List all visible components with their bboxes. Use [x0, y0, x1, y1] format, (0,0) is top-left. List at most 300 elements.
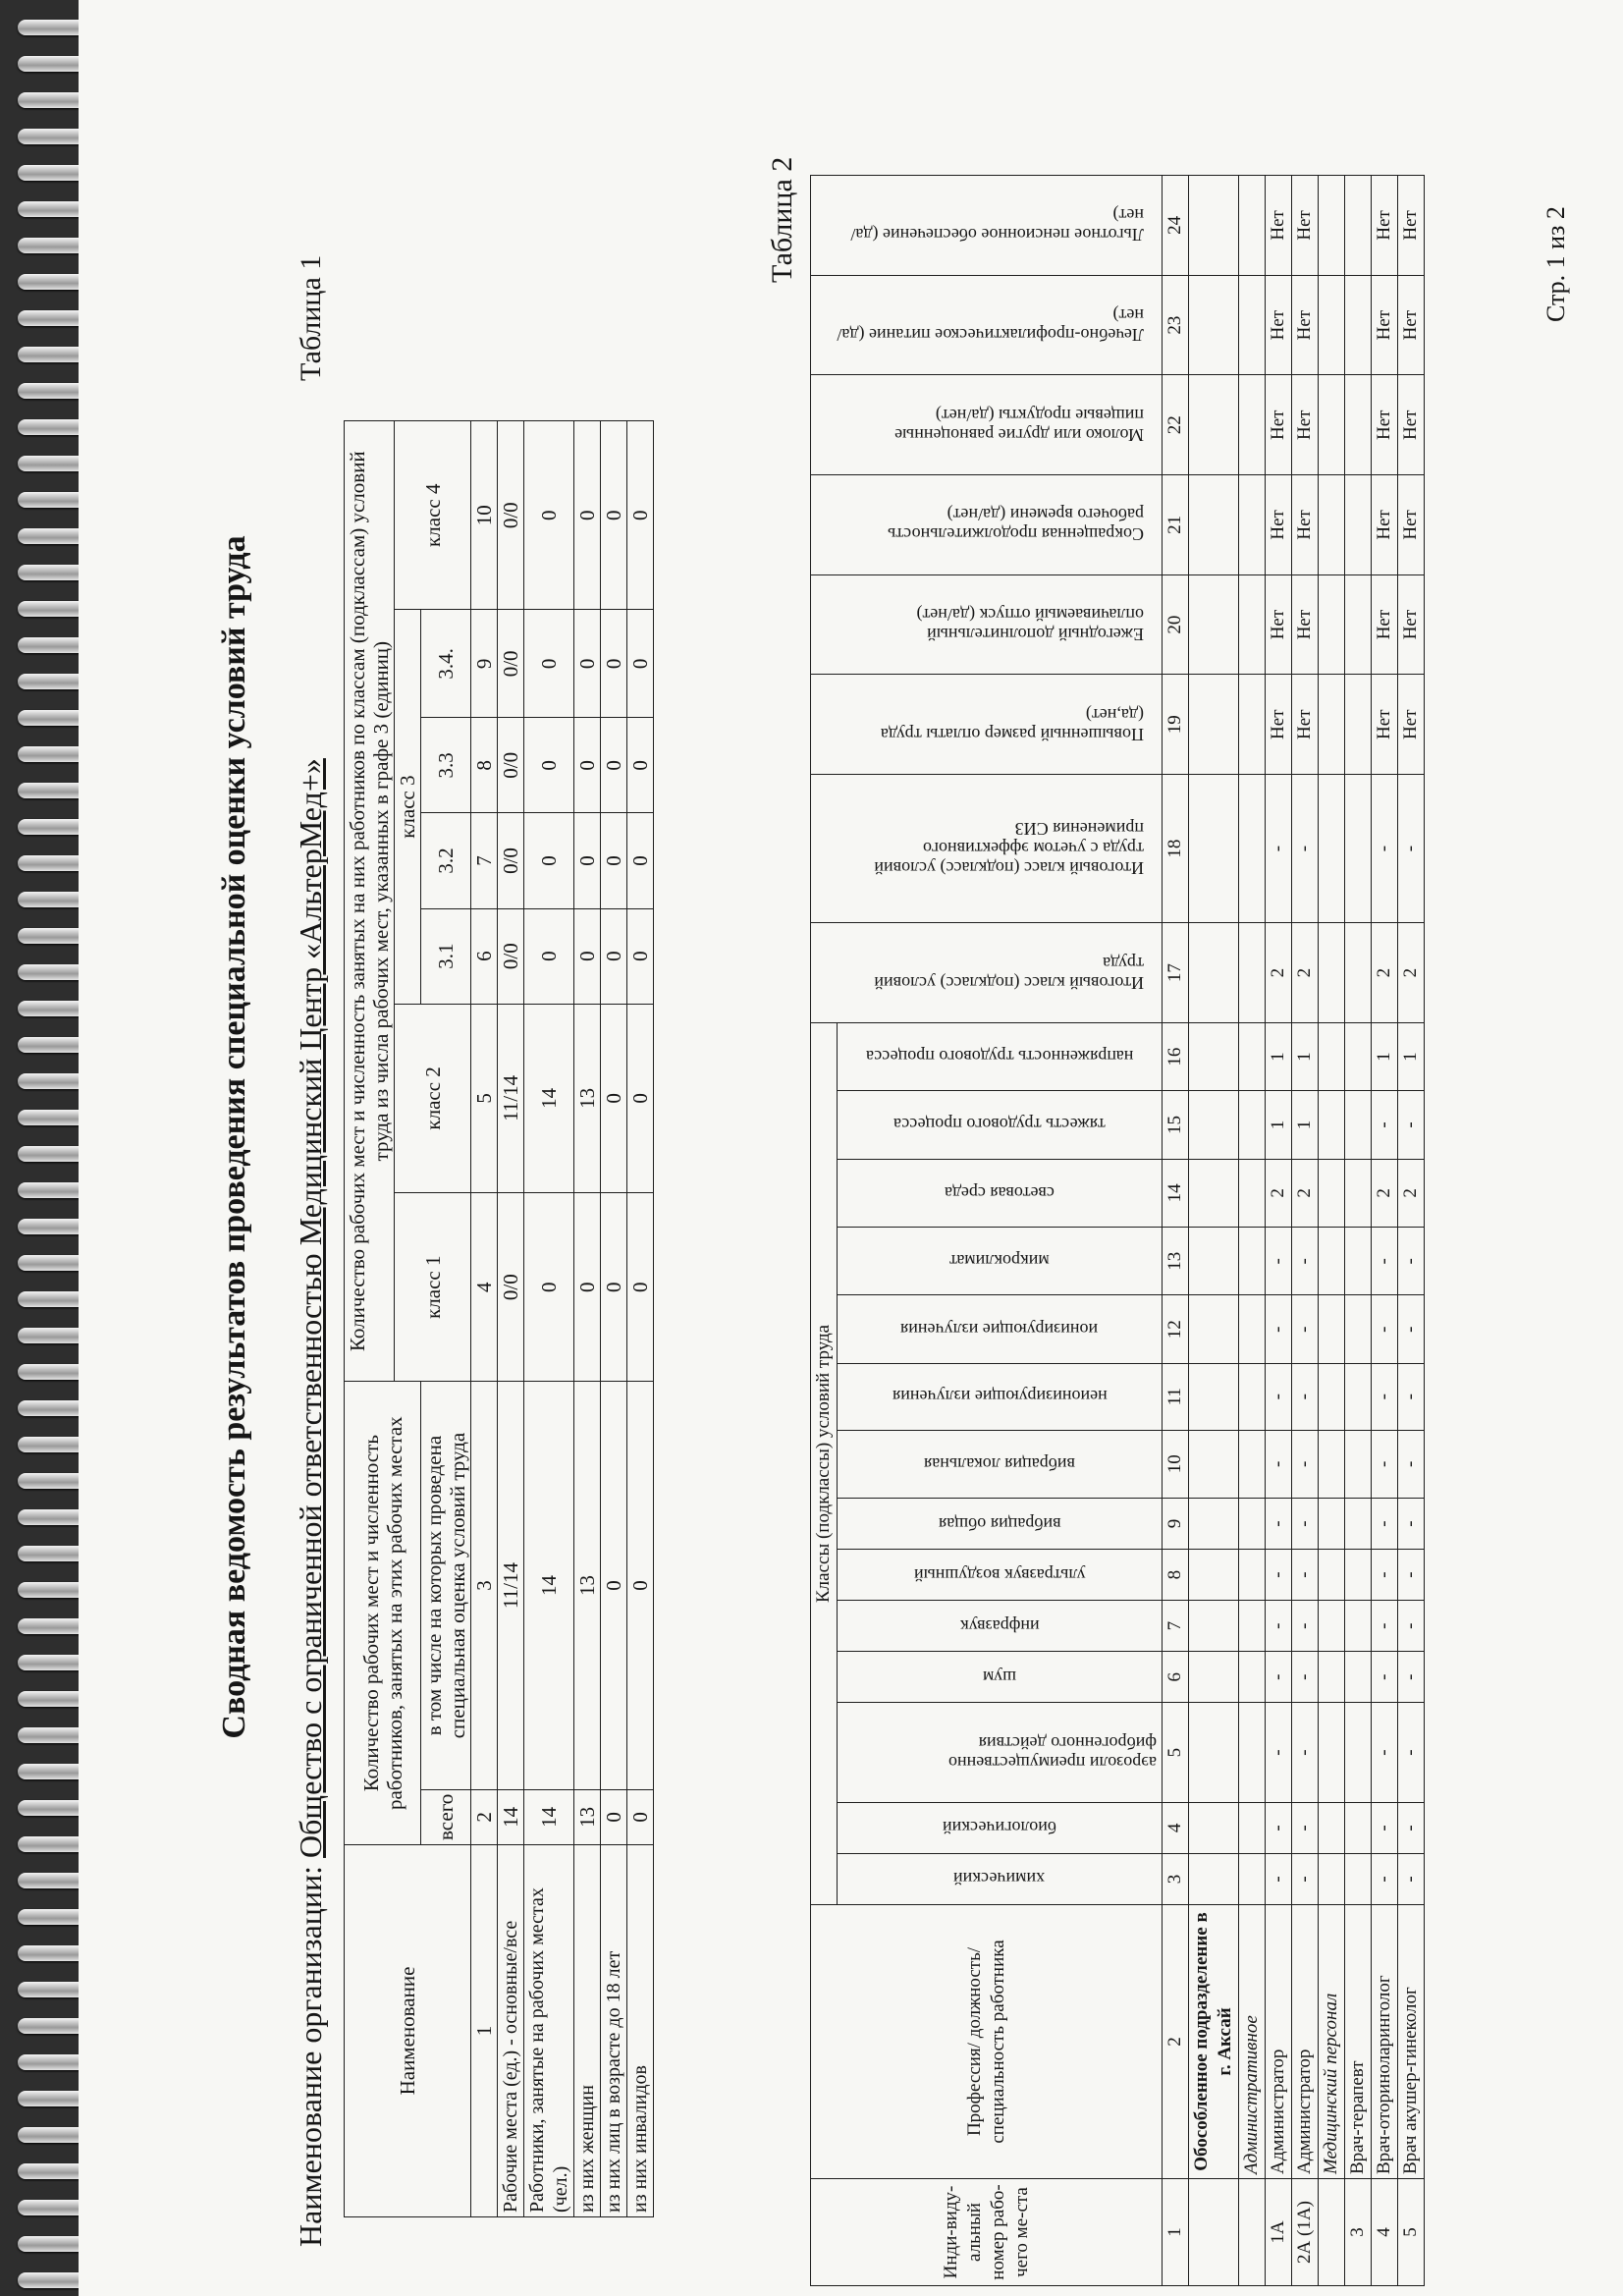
t2-cell: -	[1292, 1295, 1319, 1363]
t2-h-factor	[838, 1853, 1163, 1904]
t2-empty	[1319, 1430, 1345, 1498]
t1-row-name: Работники, занятые на рабочих местах (чел.)	[524, 1845, 574, 2217]
t1-cell: 14	[498, 1789, 524, 1844]
t2-h-factor	[811, 574, 1163, 675]
t2-empty	[1319, 375, 1345, 475]
t2-empty	[1189, 375, 1239, 475]
rotated-content	[79, 37, 1610, 2296]
t2-cell: -	[1372, 1363, 1398, 1430]
t2-id: 3	[1345, 2179, 1372, 2286]
t2-cell	[1345, 1601, 1372, 1652]
t1-cell: 0	[627, 1382, 654, 1789]
t2-empty	[1189, 1652, 1239, 1703]
t1-cell: 0/0	[498, 610, 524, 718]
t2-cell: -	[1398, 1703, 1425, 1803]
t2-id: 1А	[1266, 2179, 1292, 2286]
t2-cell: -	[1266, 1430, 1292, 1498]
t2-cell: Нет	[1292, 574, 1319, 675]
t2-id: 2А (1А)	[1292, 2179, 1319, 2286]
t2-h-factor-label: Льготное пенсионное обеспечение (да/нет)	[849, 205, 1144, 246]
t2-h-factor	[811, 275, 1163, 375]
t1-cell: 0	[574, 908, 601, 1004]
t1-cell: 0	[601, 421, 627, 610]
t1-cell: 0/0	[498, 421, 524, 610]
t1-colnum: 2	[471, 1789, 498, 1844]
t2-cell: -	[1266, 775, 1292, 923]
t2-colnum: 21	[1163, 475, 1189, 575]
t2-cell	[1345, 275, 1372, 375]
t2-cell: -	[1266, 1228, 1292, 1295]
t2-group-label: Административное	[1239, 1905, 1266, 2179]
t2-empty	[1189, 1295, 1239, 1363]
t2-cell	[1345, 375, 1372, 475]
t2-empty	[1239, 675, 1266, 775]
t2-colnum: 9	[1163, 1498, 1189, 1549]
t2-empty	[1239, 1228, 1266, 1295]
t2-group-row	[1239, 176, 1266, 2286]
t2-empty	[1239, 1363, 1266, 1430]
t2-empty	[1189, 1159, 1239, 1227]
t2-empty	[1239, 1295, 1266, 1363]
t2-empty	[1239, 1601, 1266, 1652]
t2-h-factor	[838, 1550, 1163, 1601]
t2-colnum: 19	[1163, 675, 1189, 775]
t2-row	[1398, 176, 1425, 2286]
t2-cell	[1345, 1652, 1372, 1703]
t2-empty	[1189, 1228, 1239, 1295]
t2-cell: Нет	[1266, 176, 1292, 276]
t1-colnum: 3	[471, 1382, 498, 1789]
t1-row-name: из них лиц в возрасте до 18 лет	[601, 1845, 627, 2217]
t2-empty	[1189, 574, 1239, 675]
t1-colnum-row	[471, 421, 498, 2217]
t2-empty	[1319, 475, 1345, 575]
t1-cell: 13	[574, 1004, 601, 1192]
t2-empty	[1319, 1091, 1345, 1159]
t1-cell: 0	[601, 908, 627, 1004]
t1-row	[601, 421, 627, 2217]
t2-colnum: 18	[1163, 775, 1189, 923]
t2-empty	[1319, 1853, 1345, 1904]
t2-colnum: 2	[1163, 1905, 1189, 2179]
t1-h-classes: Количество рабочих мест и численность занятых на них работников по классам (подклассам) условий труда из числа рабочих мест, указанных в графе 3 (единиц)	[345, 421, 395, 1382]
t2-empty	[1189, 923, 1239, 1023]
t2-empty	[1189, 475, 1239, 575]
t2-cell: 2	[1372, 923, 1398, 1023]
t2-cell: Нет	[1398, 574, 1425, 675]
t2-colnum: 15	[1163, 1091, 1189, 1159]
t2-job: Администратор	[1266, 1905, 1292, 2179]
t2-cell: Нет	[1398, 675, 1425, 775]
t1-cell: 11/14	[498, 1004, 524, 1192]
t2-h-factor-label: инфразвук	[959, 1615, 1040, 1636]
t2-colnum: 24	[1163, 176, 1189, 276]
t2-empty	[1189, 675, 1239, 775]
t2-empty	[1239, 1802, 1266, 1853]
t2-empty	[1189, 2179, 1239, 2286]
t2-cell: 2	[1398, 1159, 1425, 1227]
t1-cell: 0	[574, 421, 601, 610]
document-page	[79, 0, 1623, 2296]
t1-cell: 14	[524, 1382, 574, 1789]
t2-cell: -	[1292, 1802, 1319, 1853]
t2-h-factor	[838, 1228, 1163, 1295]
t2-colnum: 17	[1163, 923, 1189, 1023]
t2-cell: Нет	[1266, 375, 1292, 475]
t2-cell: 1	[1292, 1091, 1319, 1159]
t1-cell: 0	[627, 1789, 654, 1844]
t1-h-34: 3.4.	[421, 610, 471, 718]
t2-cell: Нет	[1292, 475, 1319, 575]
t2-empty	[1189, 1601, 1239, 1652]
t2-cell	[1345, 1853, 1372, 1904]
t2-cell: Нет	[1266, 675, 1292, 775]
t2-h-factor-label: Сокращенная продолжительность рабочего времени (да/нет)	[887, 505, 1144, 545]
t2-cell: -	[1398, 1498, 1425, 1549]
t2-empty	[1189, 176, 1239, 276]
t2-cell: -	[1292, 1550, 1319, 1601]
t2-cell: Нет	[1398, 475, 1425, 575]
t2-cell: 2	[1398, 923, 1425, 1023]
t2-empty	[1239, 275, 1266, 375]
t2-empty	[1239, 574, 1266, 675]
t2-cell	[1345, 675, 1372, 775]
t2-h-factor	[838, 1601, 1163, 1652]
t1-cell: 13	[574, 1382, 601, 1789]
t2-cell: -	[1398, 1363, 1425, 1430]
t2-colnum: 5	[1163, 1703, 1189, 1803]
t1-cell: 0	[524, 1193, 574, 1382]
t1-colnum: 8	[471, 718, 498, 813]
t2-empty	[1189, 1091, 1239, 1159]
t2-h-factor-label: световая среда	[945, 1182, 1055, 1203]
t2-h-factor	[811, 176, 1163, 276]
t2-colnum: 3	[1163, 1853, 1189, 1904]
t2-h-factor-label: биологический	[942, 1818, 1057, 1838]
t2-cell	[1345, 1363, 1372, 1430]
t2-cell: Нет	[1372, 475, 1398, 575]
t1-h-class1: класс 1	[395, 1193, 471, 1382]
t2-cell: -	[1372, 1498, 1398, 1549]
t2-colnum: 14	[1163, 1159, 1189, 1227]
t2-empty	[1239, 1498, 1266, 1549]
page-number: Стр. 1 из 2	[1542, 206, 1570, 322]
t2-cell: Нет	[1292, 176, 1319, 276]
t2-empty	[1319, 775, 1345, 923]
t2-h-factor-label: Повышенный размер оплаты труда (да,нет)	[880, 704, 1144, 744]
t2-cell: 2	[1292, 923, 1319, 1023]
t2-group-row	[1319, 176, 1345, 2286]
t2-empty	[1239, 1550, 1266, 1601]
t2-cell: Нет	[1292, 275, 1319, 375]
t2-empty	[1189, 775, 1239, 923]
t2-h-classes: Классы (подклассы) условий труда	[811, 1022, 838, 1904]
t1-cell: 0	[524, 813, 574, 908]
t2-h-job: Профессия/ должность/ специальность работника	[811, 1905, 1163, 2179]
t2-h-factor-label: химический	[953, 1869, 1046, 1889]
t2-cell	[1345, 923, 1372, 1023]
t1-colnum: 7	[471, 813, 498, 908]
t2-cell: Нет	[1372, 574, 1398, 675]
t2-cell: -	[1398, 1295, 1425, 1363]
t2-row	[1292, 176, 1319, 2286]
t2-cell: -	[1266, 1498, 1292, 1549]
t1-cell: 0	[524, 610, 574, 718]
t2-cell: 2	[1372, 1159, 1398, 1227]
t2-empty	[1189, 1550, 1239, 1601]
t2-section: Обособленное подразделение в г. Аксай	[1189, 1905, 1239, 2179]
t1-cell: 0	[627, 1004, 654, 1192]
t2-h-factor	[811, 375, 1163, 475]
t1-cell: 0	[627, 421, 654, 610]
t1-cell: 0	[524, 421, 574, 610]
t2-empty	[1319, 1363, 1345, 1430]
t2-empty	[1189, 1802, 1239, 1853]
t1-h-32: 3.2	[421, 813, 471, 908]
t2-empty	[1189, 1022, 1239, 1090]
t2-empty	[1319, 1652, 1345, 1703]
t2-h-factor	[811, 475, 1163, 575]
t2-cell	[1345, 1091, 1372, 1159]
t1-cell: 0/0	[498, 1193, 524, 1382]
t1-cell: 0	[627, 1193, 654, 1382]
t1-h-class3: класс 3	[395, 610, 421, 1004]
t1-cell: 0	[601, 1193, 627, 1382]
t2-cell: -	[1292, 775, 1319, 923]
t2-empty	[1319, 1228, 1345, 1295]
t2-h-factor	[838, 1295, 1163, 1363]
t1-h-assessed: в том числе на которых проведена специальная оценка условий труда	[421, 1382, 471, 1789]
t2-cell: Нет	[1266, 275, 1292, 375]
t2-empty	[1319, 923, 1345, 1023]
t2-empty	[1239, 1703, 1266, 1803]
t2-empty	[1239, 775, 1266, 923]
t2-h-factor-label: ультразвук воздушный	[913, 1564, 1086, 1585]
t1-colnum: 10	[471, 421, 498, 610]
t2-cell	[1345, 1430, 1372, 1498]
t1-cell: 0/0	[498, 908, 524, 1004]
t1-colnum: 1	[471, 1845, 498, 2217]
t2-colnum: 22	[1163, 375, 1189, 475]
t2-cell: -	[1398, 775, 1425, 923]
t2-colnum: 6	[1163, 1652, 1189, 1703]
t2-cell: -	[1398, 1550, 1425, 1601]
t2-empty	[1239, 923, 1266, 1023]
t2-colnum-row	[1163, 176, 1189, 2286]
t2-colnum: 12	[1163, 1295, 1189, 1363]
t2-empty	[1319, 1022, 1345, 1090]
t2-section-row	[1189, 176, 1239, 2286]
t2-row	[1345, 176, 1372, 2286]
t2-cell: -	[1266, 1295, 1292, 1363]
t1-row	[627, 421, 654, 2217]
t2-cell: Нет	[1372, 675, 1398, 775]
t2-h-factor	[838, 1363, 1163, 1430]
t1-row-name: из них инвалидов	[627, 1845, 654, 2217]
t2-cell: -	[1292, 1853, 1319, 1904]
t1-h-31: 3.1	[421, 908, 471, 1004]
t2-empty	[1239, 176, 1266, 276]
t2-body	[1189, 176, 1425, 2286]
t1-colnum: 5	[471, 1004, 498, 1192]
t2-cell: Нет	[1292, 675, 1319, 775]
t2-empty	[1319, 574, 1345, 675]
t2-h-factor-label: неионизирующие излучения	[892, 1387, 1108, 1407]
t2-cell: Нет	[1398, 375, 1425, 475]
t2-cell: -	[1398, 1802, 1425, 1853]
t2-empty	[1319, 1498, 1345, 1549]
t1-cell: 0	[627, 610, 654, 718]
t1-cell: 0	[601, 1382, 627, 1789]
t2-cell	[1345, 1498, 1372, 1549]
t2-colnum: 20	[1163, 574, 1189, 675]
t2-cell: 2	[1266, 1159, 1292, 1227]
t2-cell: -	[1398, 1430, 1425, 1498]
t2-cell: -	[1398, 1228, 1425, 1295]
t2-cell: Нет	[1266, 574, 1292, 675]
t2-h-factor	[811, 675, 1163, 775]
t2-cell: -	[1372, 1802, 1398, 1853]
t2-cell	[1345, 475, 1372, 575]
t1-cell: 0	[601, 1004, 627, 1192]
t1-cell: 0	[627, 718, 654, 813]
org-name: Общество с ограниченной ответственностью Медицинский Центр «АльтерМед+»	[293, 758, 328, 1858]
t1-row	[574, 421, 601, 2217]
t2-empty	[1189, 1703, 1239, 1803]
t2-empty	[1319, 1802, 1345, 1853]
t2-empty	[1239, 1159, 1266, 1227]
t2-cell: 2	[1266, 923, 1292, 1023]
t2-h-factor	[838, 1703, 1163, 1803]
t1-h-class4: класс 4	[395, 421, 471, 610]
t1-cell: 0	[627, 813, 654, 908]
t1-cell: 0	[601, 718, 627, 813]
t2-cell: -	[1266, 1703, 1292, 1803]
t1-cell: 0	[574, 813, 601, 908]
t2-h-factor-label: аэрозоли преимущественно фиброгенного действия	[947, 1732, 1157, 1773]
t2-cell: -	[1266, 1363, 1292, 1430]
t2-empty	[1239, 375, 1266, 475]
t2-cell	[1345, 1228, 1372, 1295]
t2-colnum: 23	[1163, 275, 1189, 375]
t2-h-factor	[838, 1430, 1163, 1498]
t2-cell: -	[1266, 1652, 1292, 1703]
t2-cell: -	[1398, 1601, 1425, 1652]
t2-cell: 1	[1266, 1091, 1292, 1159]
t1-cell: 11/14	[498, 1382, 524, 1789]
t2-row	[1266, 176, 1292, 2286]
t2-h-factor-label: микроклимат	[949, 1251, 1050, 1272]
t1-h-count: Количество рабочих мест и численность работников, занятых на этих рабочих местах	[345, 1382, 421, 1845]
t2-cell: -	[1266, 1550, 1292, 1601]
t1-h-33: 3.3	[421, 718, 471, 813]
t1-cell: 0/0	[498, 718, 524, 813]
t1-cell: 0	[627, 908, 654, 1004]
t2-cell: 1	[1372, 1022, 1398, 1090]
t2-empty	[1239, 1091, 1266, 1159]
t2-empty	[1189, 275, 1239, 375]
t2-h-factor-label: напряженность трудового процесса	[865, 1047, 1134, 1067]
t2-cell	[1345, 1802, 1372, 1853]
t2-empty	[1319, 176, 1345, 276]
t2-cell: -	[1266, 1853, 1292, 1904]
t1-row	[524, 421, 574, 2217]
t2-h-factor	[838, 1091, 1163, 1159]
t1-row-name: Рабочие места (ед.) - основные/все	[498, 1845, 524, 2217]
t1-cell: 0	[601, 813, 627, 908]
t2-h-factor-label: ионизирующие излучения	[900, 1319, 1099, 1339]
t2-cell: -	[1372, 1430, 1398, 1498]
t2-cell: -	[1292, 1703, 1319, 1803]
t2-colnum: 7	[1163, 1601, 1189, 1652]
org-label: Наименование организации:	[293, 1865, 328, 2247]
t2-empty	[1319, 1159, 1345, 1227]
t2-cell: -	[1292, 1430, 1319, 1498]
t2-id: 4	[1372, 2179, 1398, 2286]
t2-h-factor	[811, 923, 1163, 1023]
t2-empty	[1319, 1601, 1345, 1652]
organization-line	[293, 758, 329, 2247]
t2-empty	[1319, 1550, 1345, 1601]
t2-cell: -	[1266, 1802, 1292, 1853]
t2-cell: -	[1398, 1652, 1425, 1703]
t1-cell: 13	[574, 1789, 601, 1844]
t2-cell: Нет	[1266, 475, 1292, 575]
t2-group-label: Медицинский персонал	[1319, 1905, 1345, 2179]
t2-colnum: 8	[1163, 1550, 1189, 1601]
t2-h-factor	[838, 1802, 1163, 1853]
t2-cell	[1345, 1703, 1372, 1803]
t2-cell: -	[1292, 1363, 1319, 1430]
t2-h-factor-label: тяжесть трудового процесса	[893, 1115, 1106, 1135]
t2-h-factor-label: Ежегодный дополнительный оплачиваемый отпуск (да/нет)	[915, 605, 1144, 645]
t2-empty	[1319, 275, 1345, 375]
t2-cell: -	[1292, 1601, 1319, 1652]
summary-table-2	[810, 175, 1425, 2286]
t1-row	[498, 421, 524, 2217]
t2-cell	[1345, 1295, 1372, 1363]
t2-colnum: 16	[1163, 1022, 1189, 1090]
t2-h-factor-label: шум	[982, 1667, 1016, 1687]
t2-cell: -	[1398, 1853, 1425, 1904]
table2-caption: Таблица 2	[766, 156, 798, 283]
t2-row	[1372, 176, 1398, 2286]
t2-cell: Нет	[1372, 176, 1398, 276]
t2-empty	[1189, 1363, 1239, 1430]
t2-cell: 1	[1398, 1022, 1425, 1090]
t1-cell: 14	[524, 1004, 574, 1192]
t2-colnum: 11	[1163, 1363, 1189, 1430]
t2-empty	[1189, 1430, 1239, 1498]
t2-h-factor-label: вибрация локальная	[923, 1453, 1076, 1474]
t2-empty	[1189, 1853, 1239, 1904]
t2-cell	[1345, 1550, 1372, 1601]
t1-cell: 0	[574, 610, 601, 718]
t2-cell	[1345, 176, 1372, 276]
t2-empty	[1239, 2179, 1266, 2286]
t2-empty	[1319, 1295, 1345, 1363]
t1-cell: 0	[601, 1789, 627, 1844]
t2-h-factor-label: Лечебно-профилактическое питание (да/нет)	[836, 305, 1144, 346]
t2-empty	[1319, 2179, 1345, 2286]
t1-h-total: всего	[421, 1789, 471, 1844]
t2-cell	[1345, 574, 1372, 675]
t2-h-id: Инди-виду-альный номер рабо-чего ме-ста	[811, 2179, 1163, 2286]
t2-cell	[1345, 775, 1372, 923]
t2-cell: -	[1372, 775, 1398, 923]
t2-cell: Нет	[1398, 176, 1425, 276]
t2-empty	[1239, 475, 1266, 575]
